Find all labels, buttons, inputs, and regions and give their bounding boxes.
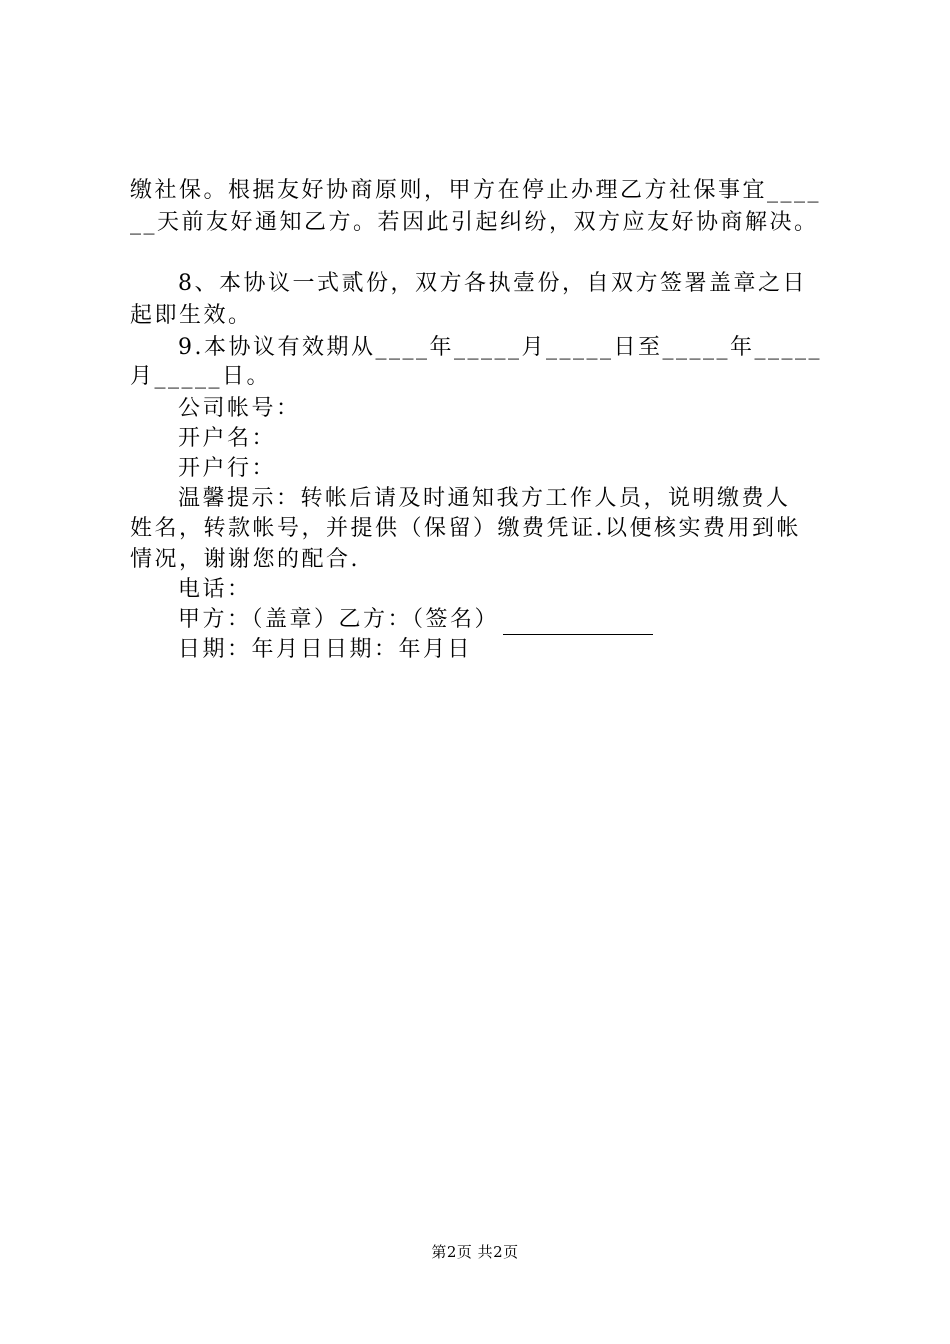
date-line: 日期：年月日日期：年月日 bbox=[178, 637, 473, 662]
clause-9-line-1: 9.本协议有效期从____年_____月_____日至_____年_____ bbox=[178, 335, 822, 360]
clause-9-line-2: 月_____日。 bbox=[130, 364, 272, 389]
signature-label: 甲方：（盖章）乙方：（签名） bbox=[178, 607, 500, 632]
reminder-line-2: 姓名，转款帐号，并提供（保留）缴费凭证.以便核实费用到帐 bbox=[130, 516, 801, 541]
bank-label: 开户行： bbox=[178, 456, 277, 481]
paragraph-line-social-security-2: __天前友好通知乙方。若因此引起纠纷，双方应友好协商解决。 bbox=[130, 210, 819, 235]
account-name-label: 开户名： bbox=[178, 426, 277, 451]
reminder-line-1: 温馨提示：转帐后请及时通知我方工作人员，说明缴费人 bbox=[178, 486, 791, 511]
reminder-line-3: 情况，谢谢您的配合. bbox=[130, 547, 360, 572]
company-account-label: 公司帐号： bbox=[178, 396, 301, 421]
signature-line bbox=[178, 605, 653, 635]
clause-8-line-1: 8、本协议一式贰份，双方各执壹份，自双方签署盖章之日 bbox=[178, 271, 807, 296]
signature-blank bbox=[503, 612, 653, 635]
clause-8-line-2: 起即生效。 bbox=[130, 303, 253, 328]
paragraph-line-social-security-1: 缴社保。根据友好协商原则，甲方在停止办理乙方社保事宜____ bbox=[130, 178, 822, 203]
page-footer: 第2页 共2页 bbox=[431, 1243, 519, 1261]
phone-label: 电话： bbox=[178, 577, 252, 602]
